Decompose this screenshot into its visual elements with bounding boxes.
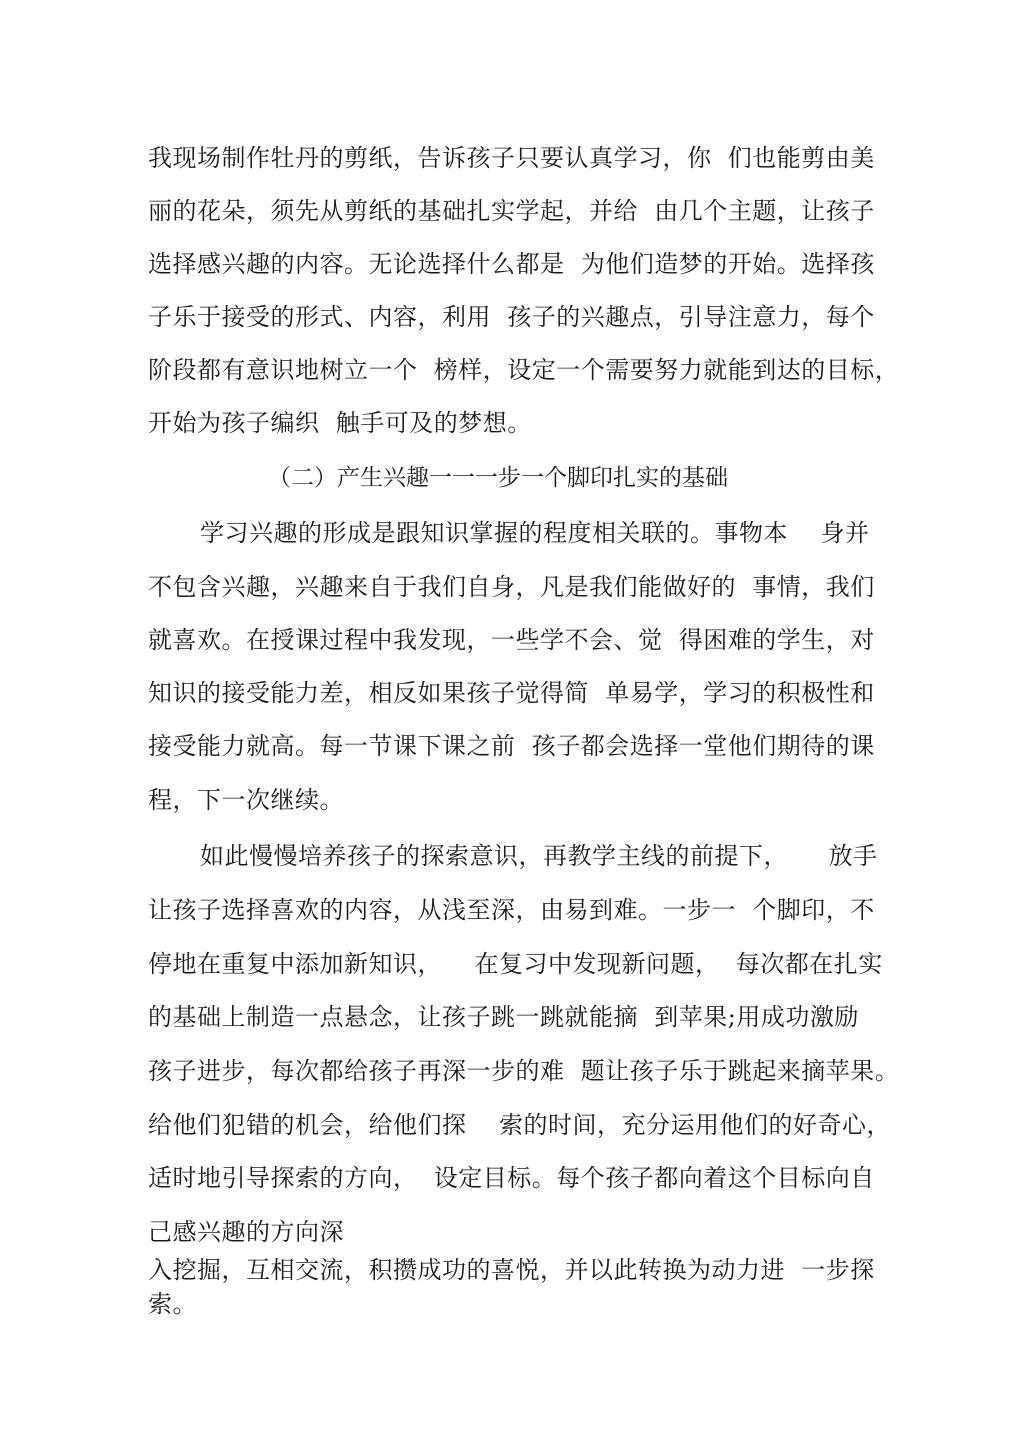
paragraph-1-line-1: 我现场制作牡丹的剪纸，告诉孩子只要认真学习，你 们也能剪由美 <box>148 144 875 172</box>
paragraph-1-line-2: 丽的花朵，须先从剪纸的基础扎实学起，并给 由几个主题，让孩子 <box>148 197 875 225</box>
section-heading: （二）产生兴趣一一一步一个脚印扎实的基础 <box>268 465 728 491</box>
paragraph-1-line-6: 开始为孩子编织 触手可及的梦想。 <box>148 409 532 437</box>
paragraph-2-line-3: 就喜欢。在授课过程中我发现，一些学不会、觉 得困难的学生，对 <box>148 626 875 654</box>
paragraph-2-line-5: 接受能力就高。每一节课下课之前 孩子都会选择一堂他们期待的课 <box>148 732 875 760</box>
paragraph-1-line-3: 选择感兴趣的内容。无论选择什么都是 为他们造梦的开始。选择孩 <box>148 250 875 278</box>
paragraph-3-line-5: 孩子进步，每次都给孩子再深一步的难 题让孩子乐于跳起来摘苹果。 <box>148 1057 900 1085</box>
paragraph-2-line-4: 知识的接受能力差，相反如果孩子觉得简 单易学，学习的积极性和 <box>148 679 875 707</box>
paragraph-3-line-9: 入挖掘，互相交流，积攒成功的喜悦，并以此转换为动力进 一步探 <box>148 1256 875 1284</box>
paragraph-3-line-4: 的基础上制造一点悬念，让孩子跳一跳就能摘 到苹果;用成功激励 <box>148 1003 859 1031</box>
paragraph-3-line-8: 己感兴趣的方向深 <box>148 1218 344 1246</box>
paragraph-2-line-6: 程，下一次继续。 <box>148 786 344 814</box>
paragraph-3-line-7: 适时地引导探索的方向， 设定目标。每个孩子都向着这个目标向自 <box>148 1164 875 1192</box>
paragraph-2-line-2: 不包含兴趣，兴趣来自于我们自身，凡是我们能做好的 事情，我们 <box>148 573 875 601</box>
paragraph-3-line-2: 让孩子选择喜欢的内容，从浅至深，由易到难。一步一 个脚印，不 <box>148 896 875 924</box>
paragraph-1-line-5: 阶段都有意识地树立一个 榜样，设定一个需要努力就能到达的目标， <box>148 356 900 384</box>
paragraph-1-line-4: 子乐于接受的形式、内容，利用 孩子的兴趣点，引导注意力，每个 <box>148 303 875 331</box>
paragraph-3-line-3: 停地在重复中添加新知识， 在复习中发现新问题， 每次都在扎实 <box>148 950 883 978</box>
paragraph-3-line-10: 索。 <box>148 1290 197 1318</box>
paragraph-3-line-6: 给他们犯错的机会，给他们探 索的时间，充分运用他们的好奇心， <box>148 1111 892 1139</box>
paragraph-2-line-1: 学习兴趣的形成是跟知识掌握的程度相关联的。事物本 身并 <box>200 519 870 547</box>
paragraph-3-line-1: 如此慢慢培养孩子的探索意识，再教学主线的前提下， 放手 <box>200 842 878 870</box>
